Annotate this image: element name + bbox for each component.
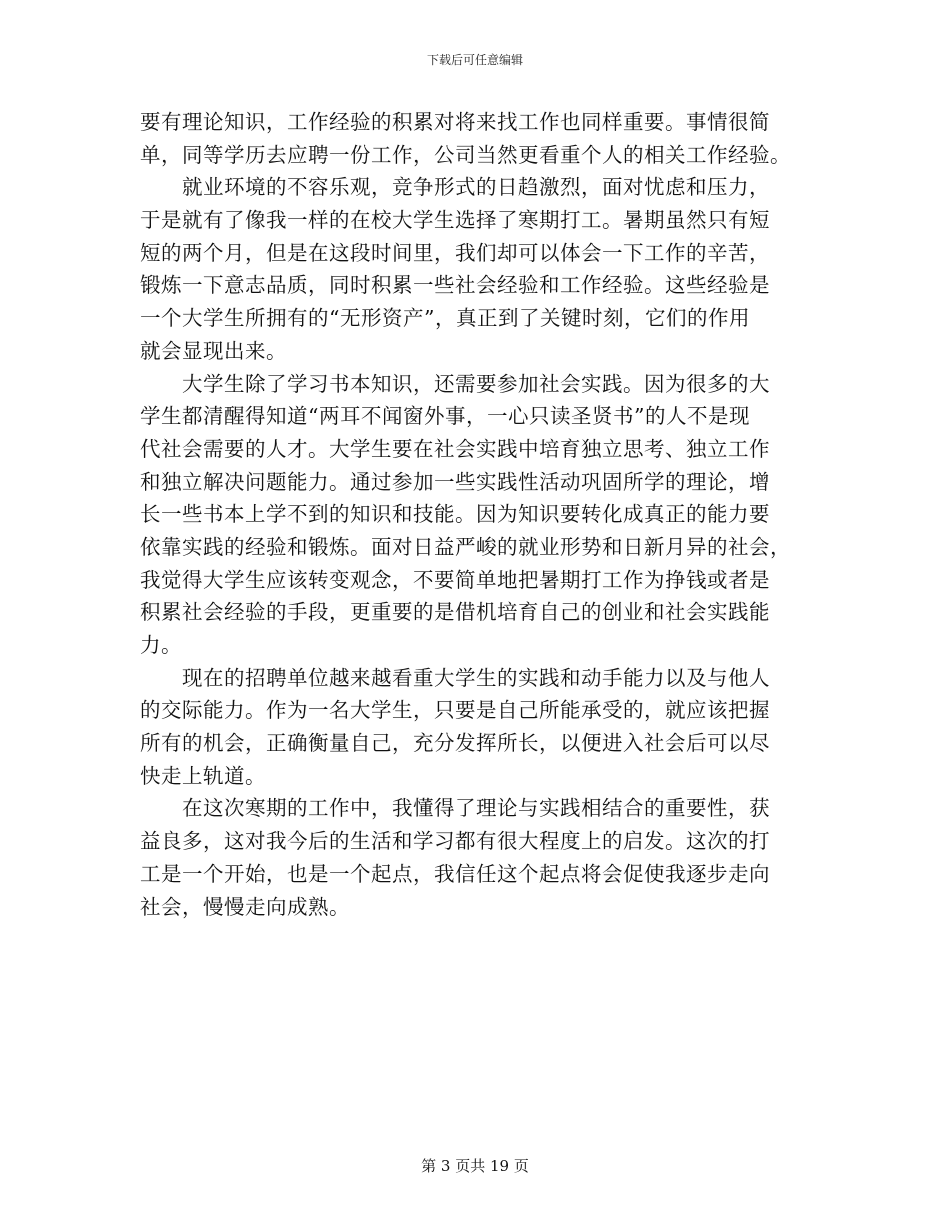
text-line: 积累社会经验的手段，更重要的是借机培育自己的创业和社会实践能 bbox=[140, 600, 770, 625]
paragraph bbox=[140, 368, 812, 662]
text-line: 在这次寒期的工作中，我懂得了理论与实践相结合的重要性，获 bbox=[182, 796, 770, 821]
text-line: 锻炼一下意志品质，同时积累一些社会经验和工作经验。这些经验是 bbox=[140, 273, 770, 298]
text-line: 工是一个开始，也是一个起点，我信任这个起点将会促使我逐步走向 bbox=[140, 861, 770, 886]
document-body bbox=[140, 106, 812, 923]
page-header: 下载后可任意编辑 bbox=[426, 53, 523, 67]
text-line: 快走上轨道。 bbox=[140, 763, 266, 788]
text-line: 就业环境的不容乐观，竞争形式的日趋激烈，面对忧虑和压力， bbox=[182, 175, 770, 200]
text-line: 大学生除了学习书本知识，还需要参加社会实践。因为很多的大 bbox=[182, 371, 770, 396]
text-line: 代社会需要的人才。大学生要在社会实践中培育独立思考、独立工作 bbox=[140, 436, 770, 461]
text-line: 现在的招聘单位越来越看重大学生的实践和动手能力以及与他人 bbox=[182, 665, 770, 690]
text-line: 要有理论知识，工作经验的积累对将来找工作也同样重要。事情很简 bbox=[140, 110, 770, 134]
text-line: 就会显现出来。 bbox=[140, 338, 287, 363]
paragraph bbox=[140, 106, 812, 171]
text-line: 的交际能力。作为一名大学生，只要是自己所能承受的，就应该把握 bbox=[140, 698, 770, 723]
text-line: 社会，慢慢走向成熟。 bbox=[140, 894, 350, 919]
text-line: 所有的机会，正确衡量自己，充分发挥所长，以便进入社会后可以尽 bbox=[140, 731, 770, 756]
text-line: 和独立解决问题能力。通过参加一些实践性活动巩固所学的理论，增 bbox=[140, 469, 770, 494]
text-line: 一个大学生所拥有的“无形资产”，真正到了关键时刻，它们的作用 bbox=[140, 306, 750, 331]
text-line: 益良多，这对我今后的生活和学习都有很大程度上的启发。这次的打 bbox=[140, 829, 770, 854]
text-line: 于是就有了像我一样的在校大学生选择了寒期打工。暑期虽然只有短 bbox=[140, 208, 770, 233]
paragraph bbox=[140, 171, 812, 367]
paragraph bbox=[140, 792, 812, 923]
text-line: 学生都清醒得知道“两耳不闻窗外事，一心只读圣贤书”的人不是现 bbox=[140, 404, 750, 429]
text-line: 单，同等学历去应聘一份工作，公司当然更看重个人的相关工作经验。 bbox=[140, 142, 791, 167]
page-footer: 第 3 页共 19 页 bbox=[421, 1157, 529, 1175]
text-line: 力。 bbox=[140, 633, 182, 657]
text-line: 长一些书本上学不到的知识和技能。因为知识要转化成真正的能力要 bbox=[140, 502, 770, 527]
text-line: 短的两个月，但是在这段时间里，我们却可以体会一下工作的辛苦， bbox=[140, 240, 770, 265]
text-line: 依靠实践的经验和锻炼。面对日益严峻的就业形势和日新月异的社会， bbox=[140, 534, 791, 559]
text-line: 我觉得大学生应该转变观念，不要简单地把暑期打工作为挣钱或者是 bbox=[140, 567, 770, 592]
paragraph bbox=[140, 662, 812, 793]
